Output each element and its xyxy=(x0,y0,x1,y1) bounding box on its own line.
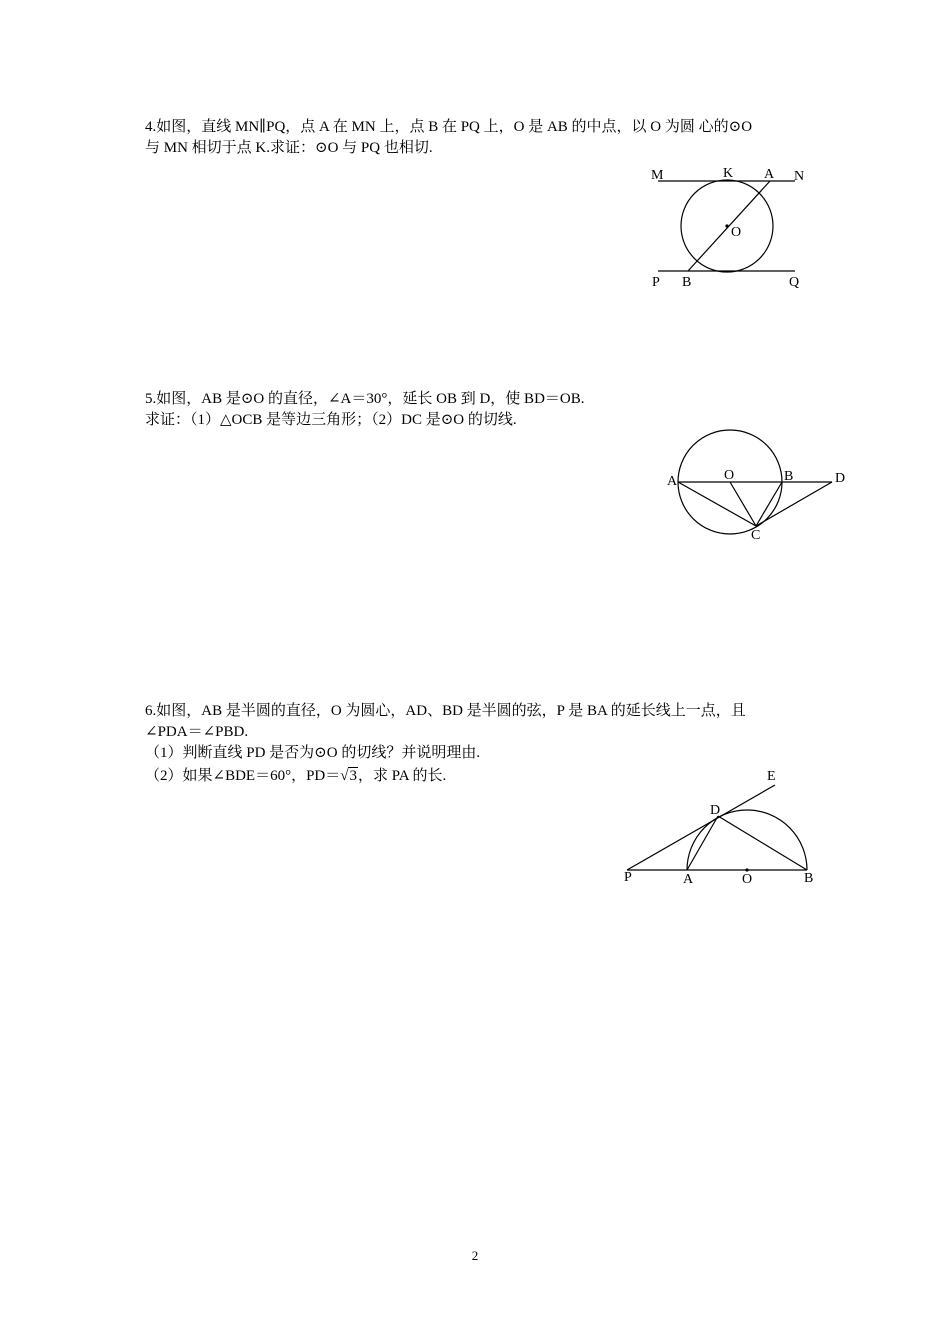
label-p: P xyxy=(652,275,660,290)
line-pe xyxy=(627,785,775,870)
semicircle xyxy=(687,810,807,870)
label-p: P xyxy=(624,870,632,885)
problem6-line2: ∠PDA＝∠PBD. xyxy=(145,724,249,740)
label-a: A xyxy=(683,872,694,887)
segment-bc xyxy=(756,482,782,526)
problem6-line4 xyxy=(145,766,446,786)
label-b: B xyxy=(682,275,692,290)
problem5-line1: 5.如图，AB 是⊙O 的直径，∠A＝30°，延长 OB 到 D，使 BD＝OB. xyxy=(145,391,585,407)
label-o: O xyxy=(731,225,742,240)
segment-dc xyxy=(756,482,832,526)
label-c: C xyxy=(751,528,761,543)
label-q: Q xyxy=(789,275,800,290)
label-d: D xyxy=(710,803,721,818)
label-o: O xyxy=(742,872,753,887)
page-number: 2 xyxy=(471,1248,479,1263)
label-m: M xyxy=(651,168,664,183)
label-k: K xyxy=(723,166,734,181)
label-b: B xyxy=(784,469,794,484)
problem6-line4-pre: （2）如果∠BDE＝60°，PD＝ xyxy=(145,768,341,784)
problem4-line2: 与 MN 相切于点 K.求证：⊙O 与 PQ 也相切. xyxy=(145,140,433,156)
label-o: O xyxy=(724,468,735,483)
problem6-figure xyxy=(615,765,830,890)
label-e: E xyxy=(767,769,776,784)
sqrt-radicand: 3 xyxy=(349,768,357,784)
problem4-figure xyxy=(640,160,820,300)
sqrt-3: √3 xyxy=(340,768,357,784)
segment-ac xyxy=(678,482,756,526)
center-dot xyxy=(725,224,728,227)
problem6-line1: 6.如图，AB 是半圆的直径，O 为圆心，AD、BD 是半圆的弦，P 是 BA 的延长线上一点，且 xyxy=(145,703,746,719)
label-a: A xyxy=(764,167,775,182)
segment-ad xyxy=(687,816,718,870)
label-d: D xyxy=(835,471,846,486)
problem6-line4-post: ，求 PA 的长. xyxy=(357,768,447,784)
problem4-line1: 4.如图，直线 MN∥PQ，点 A 在 MN 上，点 B 在 PQ 上，O 是 AB 的中点，以 O 为圆 心的⊙O xyxy=(145,119,753,135)
problem5-figure xyxy=(660,425,855,550)
label-b: B xyxy=(804,871,814,886)
label-a: A xyxy=(667,474,678,489)
segment-db xyxy=(718,816,807,870)
label-n: N xyxy=(794,169,805,184)
problem6-line3: （1）判断直线 PD 是否为⊙O 的切线？并说明理由. xyxy=(145,745,481,761)
segment-ab xyxy=(688,181,770,271)
problem5-line2: 求证：（1）△OCB 是等边三角形；（2）DC 是⊙O 的切线. xyxy=(145,412,517,428)
segment-oc xyxy=(730,482,756,526)
